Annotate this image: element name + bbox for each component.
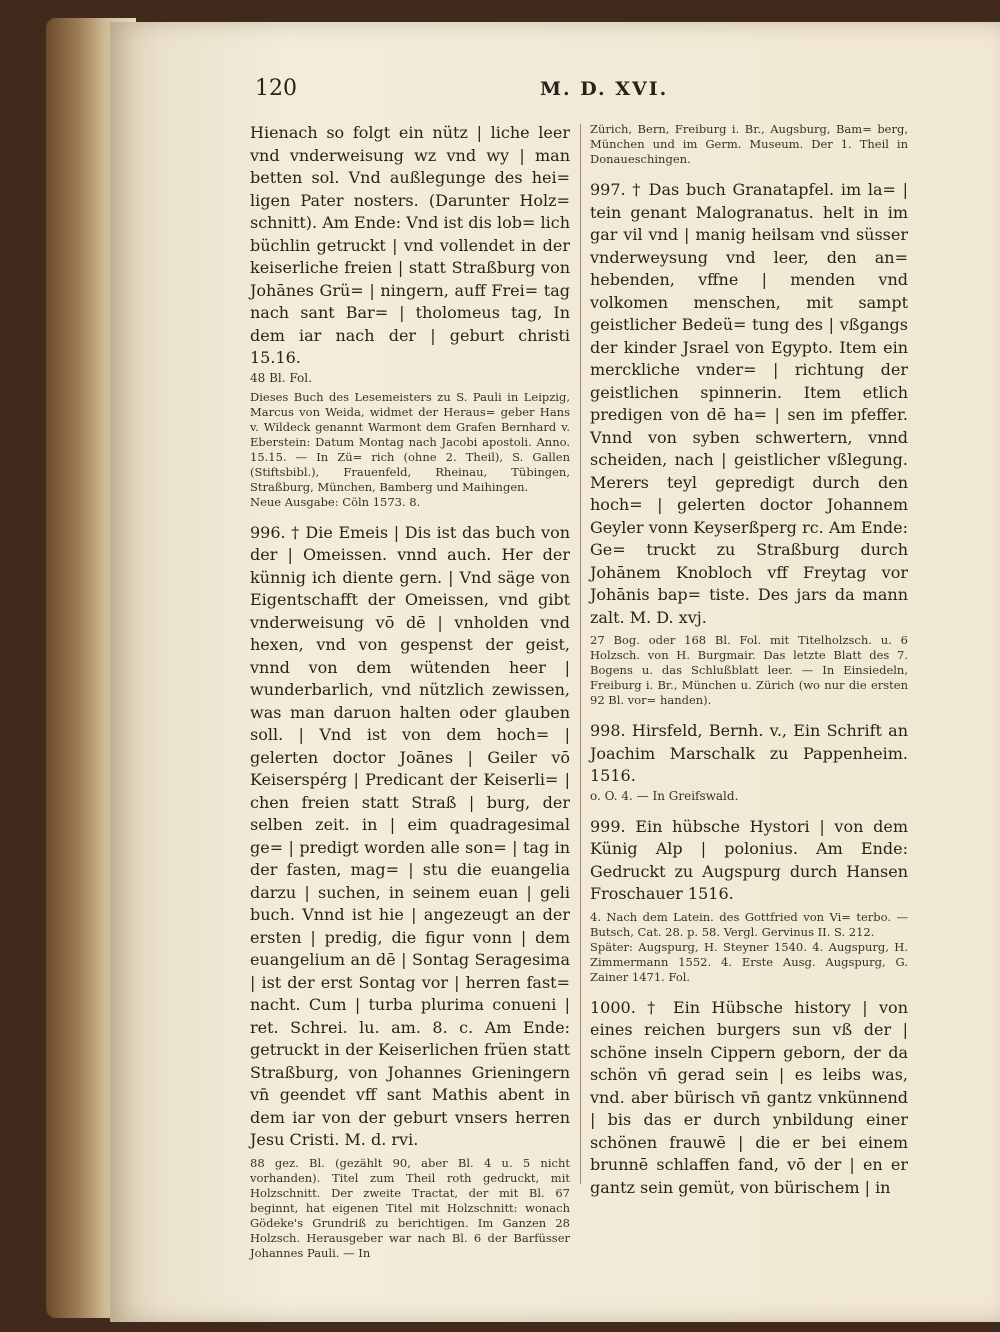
entry-999-note-2: Später: Augspurg, H. Steyner 1540. 4. Augspurg, H. Zimmermann 1552. 4. Erste Ausg. Augspurg, G. Zainer 1471. Fol. xyxy=(590,939,908,984)
entry-996-note: 88 gez. Bl. (gezählt 90, aber Bl. 4 u. 5 nicht vorhanden). Titel zum Theil roth gedruckt, mit Holzschnitt. Der zweite Tractat, der mit Bl. 67 beginnt, hat eigenen Titel mit Holzschnitt: wonach Gödeke's Grundriß zu berichtigen. Im Ganzen 28 Holzsch. Herausgeber war nach Bl. 6 der Barfüsser Johannes Pauli. — In xyxy=(250,1155,570,1260)
entry-996-note-continuation: Zürich, Bern, Freiburg i. Br., Augsburg, Bam= berg, München und im Germ. Museum. Der 1. Theil in Donaueschingen. xyxy=(590,122,908,166)
entry-1000: 1000. † Ein Hübsche history | von eines reichen burgers sun vß der | schöne inseln Cippern geborn, der da schön vn̄ gerad sein | es leibs was, vnd. aber bürisch vn̄ gantz vnkünnend | bis das er durch ynbildung einer schönen frauwē | die er bei einem brunnē schlaffen fand, vō der | en er gantz sein gemüt, von bürischem | in xyxy=(590,997,908,1197)
left-column xyxy=(250,122,570,1260)
page-number: 120 xyxy=(255,76,297,101)
entry-999-note: 4. Nach dem Latein. des Gottfried von Vi= terbo. — Butsch, Cat. 28. p. 58. Vergl. Gervinus II. S. 212. xyxy=(590,909,908,939)
entry-995-continuation: Hienach so folgt ein nütz | liche leer vnd vnderweisung wz vnd wy | man betten sol. Vnd außlegunge des hei= ligen Pater nosters. (Darunter Holz= schnitt). Am Ende: Vnd ist dis lob= lich büchlin getruckt | vnd vollendet in der keiserliche freien | statt Straßburg von Johānes Grü= | ningern, auff Frei= tag nach sant Bar= | tholomeus tag, In dem iar nach der | geburt christi 15.16. xyxy=(250,123,570,367)
entry-998-meta: o. O. 4. — In Greifswald. xyxy=(590,788,739,803)
column-divider xyxy=(580,124,581,1184)
running-title: M. D. XVI. xyxy=(540,78,669,100)
entry-999: 999. Ein hübsche Hystori | von dem Künig Alp | polonius. Am Ende: Gedruckt zu Augspurg durch Hansen Froschauer 1516. xyxy=(590,816,908,903)
entry-998: 998. Hirsfeld, Bernh. v., Ein Schrift an Joachim Marschalk zu Pappenheim. 1516. xyxy=(590,721,908,785)
entry-995-note-2: Neue Ausgabe: Cöln 1573. 8. xyxy=(250,494,421,509)
entry-997: 997. † Das buch Granatapfel. im la= | tein genant Malogranatus. helt in im gar vil vnd | manig heilsam vnd süsser vnderweysung vnd leer, den an= hebenden, vffne | menden vnd volkomen menschen, mit sampt geistlicher Bedeü= tung des | vßgangs der kinder Jsrael von Egypto. Item ein merckliche vnder= | richtung der geistlichen spinnerin. Item etlich predigen von dē ha= | sen im pfeffer. Vnnd von syben schwertern, vnnd scheiden, nach | geistlicher vßlegung. Merers teyl gepredigt durch den hoch= | gelerten doctor Johannem Geyler vonn Keyserßperg rc. Am Ende: Ge= truckt zu Straßburg durch Johānem Knobloch vff Freytag vor Johānis bap= tiste. Des jars da mann zalt. M. D. xvj. xyxy=(590,180,908,627)
entry-995-note: Dieses Buch des Lesemeisters zu S. Pauli in Leipzig, Marcus von Weida, widmet der Heraus= geber Hans v. Wildeck genannt Warmont dem Grafen Bernhard v. Eberstein: Datum Montag nach Jacobi apostoli. Anno. 15.15. — In Zü= rich (ohne 2. Theil), S. Gallen (Stiftsbibl.), Frauenfeld, Rheinau, Tübingen, Straßburg, München, Bamberg und Maihingen. xyxy=(250,389,570,494)
entry-997-note: 27 Bog. oder 168 Bl. Fol. mit Titelholzsch. u. 6 Holzsch. von H. Burgmair. Das letzte Blatt des 7. Bogens u. das Schlußblatt leer. — In Einsiedeln, Freiburg i. Br., München u. Zürich (wo nur die ersten 92 Bl. vor= handen). xyxy=(590,633,908,707)
entry-995-meta: 48 Bl. Fol. xyxy=(250,370,312,385)
entry-996: 996. † Die Emeis | Dis ist das buch von der | Omeissen. vnnd auch. Her der künnig ich diente gern. | Vnd säge von Eigentschafft der Omeissen, vnd gibt vnderweisung vō dē | vnholden vnd hexen, vnd von gespenst der geist, vnnd von dem wütenden heer | wunderbarlich, vnd nützlich zewissen, was man daruon halten oder glauben soll. | Vnd ist von dem hoch= | gelerten doctor Joānes | Geiler vō Keiserspérg | Predicant der Keiserli= | chen freien statt Straß | burg, der selben zeit. in | eim quadragesimal ge= | predigt worden alle son= | tag in der fasten, mag= | stu die euangelia darzu | suchen, in seinem euan | geli buch. Vnnd ist hie | angezeugt an der ersten | predig, die figur vonn | dem euangelium an dē | Sontag Seragesima | ist der erst Sontag vor | herren fast= nacht. Cum | turba plurima conueni | ret. Schrei. lu. am. 8. c. Am Ende: getruckt in der Keiserlichen früen statt Straßburg, von Johannes Grieningern vn̄ geendet vff sant Mathis abent in dem iar von der geburt vnsers herren Jesu Cristi. M. d. rvi. xyxy=(250,522,570,1149)
page-header xyxy=(255,76,855,106)
right-column xyxy=(590,122,908,1242)
